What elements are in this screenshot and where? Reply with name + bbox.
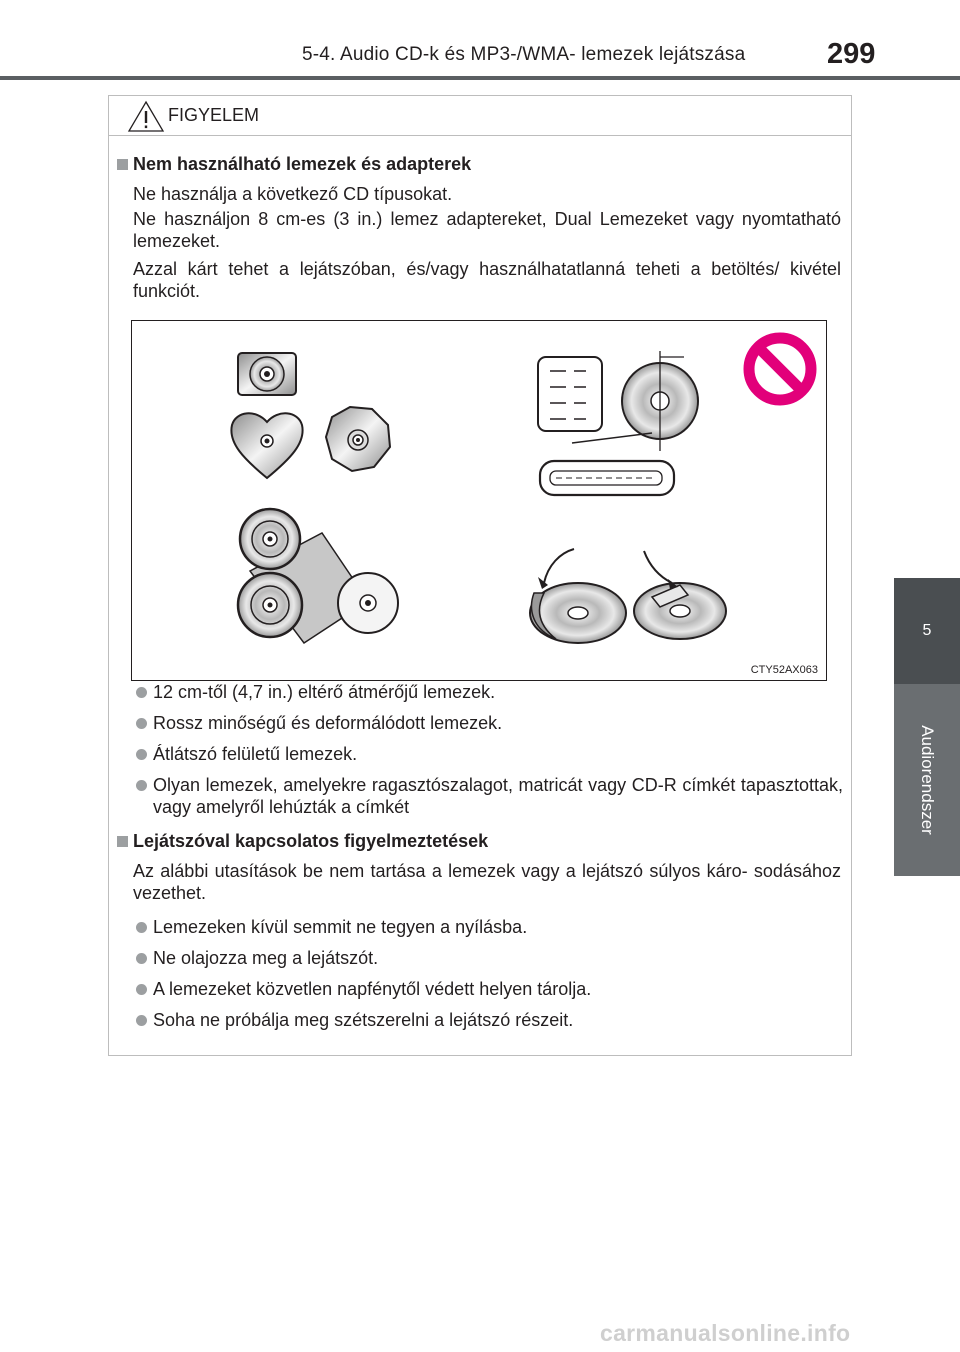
section2-heading: Lejátszóval kapcsolatos figyelmeztetések [133,831,489,851]
peeled-label-disc-icon [530,549,626,643]
bullet-dot [136,1015,147,1026]
bullet-dot [136,749,147,760]
bullet-dot [136,922,147,933]
section1-heading: Nem használható lemezek és adapterek [133,154,472,174]
figure-code: CTY52AX063 [750,664,818,676]
bullet-dot [136,780,147,791]
warning-triangle-icon [127,100,165,133]
section1-bullet-4: Olyan lemezek, amelyekre ragasztószalagot, matricát vagy CD-R címkét tapasztottak, vagy amelyről lehúzták a címkét [153,775,843,817]
section1-bullet-3: Átlátszó felületű lemezek. [153,744,358,764]
adapter-discs-icon [238,509,398,643]
cracked-disc-icon [538,351,698,495]
page-number: 299 [827,38,876,70]
section1-para2: Ne használjon 8 cm-es (3 in.) lemez adaptereket, Dual Lemezeket vagy nyomtatható lemezeket. [133,209,841,251]
bullet-dot [136,718,147,729]
taped-disc-icon [634,551,726,639]
section1-bullet-1: 12 cm-től (4,7 in.) eltérő átmérőjű lemezek. [153,682,496,702]
disc-illustration [131,320,827,681]
section1-para1: Ne használja a következő CD típusokat. [133,184,453,204]
section1-bullet-2: Rossz minőségű és deformálódott lemezek. [153,713,503,733]
section2-bullet-3: A lemezeket közvetlen napfénytől védett helyen tárolja. [153,979,592,999]
bullet-dot [136,984,147,995]
section2-bullet-4: Soha ne próbálja meg szétszerelni a lejátszó részeit. [153,1010,574,1030]
caution-label: FIGYELEM [168,105,260,125]
section2-bullet-2: Ne olajozza meg a lejátszót. [153,948,379,968]
caution-header [109,96,851,136]
section1-square-bullet [117,159,128,170]
unusable-discs-illustration [132,321,826,680]
chapter-tab-label-text: Audiorendszer [918,725,937,835]
square-disc-icon [238,353,296,395]
section2-square-bullet [117,836,128,847]
footer-watermark[interactable]: carmanualsonline.info [600,1320,851,1346]
section2-bullet-1: Lemezeken kívül semmit ne tegyen a nyílásba. [153,917,528,937]
header-title: 5-4. Audio CD-k és MP3-/WMA- lemezek lejátszása [302,44,746,65]
chapter-tab-label [894,684,960,876]
section2-para1: Az alábbi utasítások be nem tartása a lemezek vagy a lejátszó súlyos káro- sodásához vezethet. [133,861,841,903]
chapter-tab-number: 5 [894,578,960,684]
octagonal-disc-icon [326,407,390,471]
section1-para3: Azzal kárt tehet a lejátszóban, és/vagy használhatatlanná teheti a betöltés/ kivétel funkciót. [133,259,841,301]
bullet-dot [136,953,147,964]
heart-disc-icon [231,413,302,478]
header-rule [0,76,960,80]
prohibition-icon [749,338,811,400]
bullet-dot [136,687,147,698]
